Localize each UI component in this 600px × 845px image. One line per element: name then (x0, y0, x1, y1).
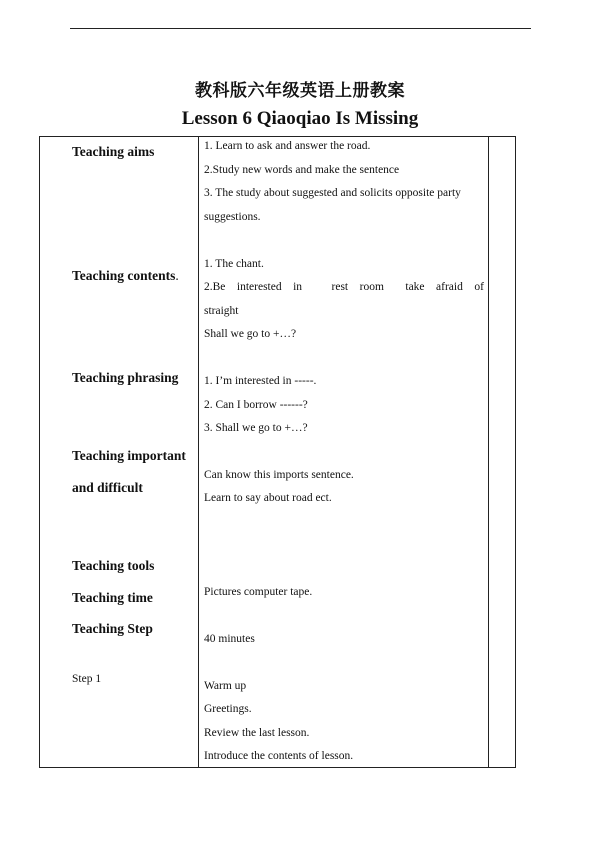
phrasing-line-1: 1. I’m interested in -----. (204, 375, 317, 387)
contents-word: rest (331, 281, 349, 293)
aims-line-3: 3. The study about suggested and solicits opposite party (204, 187, 461, 199)
label-and-difficult: and difficult (72, 480, 143, 495)
lesson-title: Lesson 6 Qiaoqiao Is Missing (181, 108, 419, 129)
step1-line-2: Greetings. (204, 703, 252, 715)
column-divider-1 (198, 136, 199, 768)
document-title-chinese: 教科版六年级英语上册教案 (195, 81, 405, 101)
contents-word: 2.Be (204, 281, 226, 293)
label-teaching-time: Teaching time (72, 590, 153, 605)
label-teaching-contents-text: Teaching contents (72, 268, 176, 283)
contents-word: take (405, 281, 425, 293)
label-teaching-aims: Teaching aims (72, 144, 155, 159)
column-divider-2 (488, 136, 489, 768)
aims-line-1: 1. Learn to ask and answer the road. (204, 140, 371, 152)
step1-line-1: Warm up (204, 680, 247, 692)
label-teaching-contents (72, 268, 179, 284)
contents-word: of (474, 281, 484, 293)
contents-line-4: Shall we go to +…? (204, 328, 297, 340)
contents-word: in (293, 281, 303, 293)
label-teaching-important: Teaching important (72, 448, 186, 463)
label-teaching-tools: Teaching tools (72, 558, 155, 573)
contents-word: interested (236, 281, 282, 293)
label-teaching-step: Teaching Step (72, 621, 153, 636)
step1-line-3: Review the last lesson. (204, 727, 310, 739)
contents-line-3: straight (204, 305, 239, 317)
phrasing-line-3: 3. Shall we go to +…? (204, 422, 308, 434)
contents-word: afraid (436, 281, 463, 293)
header-rule (70, 28, 531, 29)
label-teaching-phrasing: Teaching phrasing (72, 370, 179, 385)
contents-line-2 (204, 281, 484, 293)
phrasing-line-2: 2. Can I borrow ------? (204, 399, 308, 411)
time-text: 40 minutes (204, 633, 255, 645)
important-line-1: Can know this imports sentence. (204, 469, 354, 481)
step1-line-4: Introduce the contents of lesson. (204, 750, 354, 762)
tools-text: Pictures computer tape. (204, 586, 313, 598)
important-line-2: Learn to say about road ect. (204, 492, 332, 504)
aims-line-4: suggestions. (204, 211, 261, 223)
contents-line-1: 1. The chant. (204, 258, 264, 270)
contents-word: room (359, 281, 384, 293)
label-teaching-contents-dot: . (175, 268, 179, 283)
label-step-1: Step 1 (72, 673, 102, 685)
aims-line-2: 2.Study new words and make the sentence (204, 164, 400, 176)
